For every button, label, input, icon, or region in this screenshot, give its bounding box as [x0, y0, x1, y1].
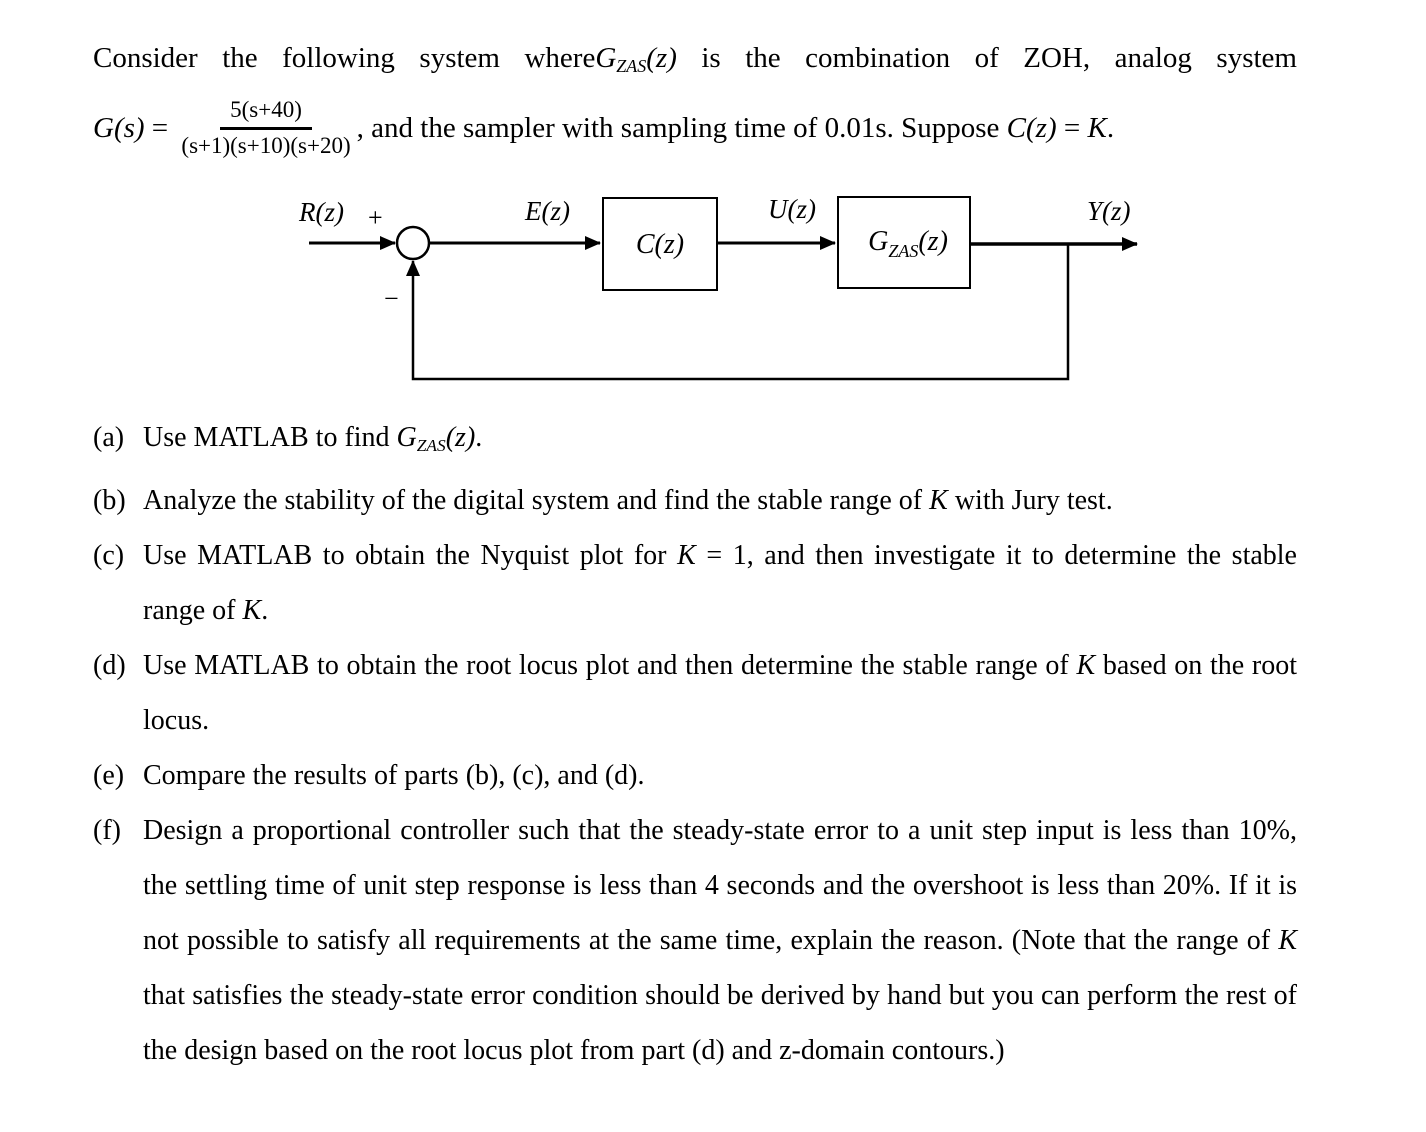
plant-label: $G_{ZAS}(z)$ [868, 226, 948, 261]
question-label: (c) [93, 539, 125, 571]
controller-label: C(z) [635, 229, 685, 260]
error-signal-label: E(z) [525, 196, 570, 226]
transfer-function-equation [93, 92, 1353, 164]
question-list [93, 410, 1297, 1078]
question-item-d [93, 638, 1297, 748]
summing-junction [397, 227, 429, 259]
question-label: (b) [93, 484, 126, 516]
question-text: Compare the results of parts (b), (c), and (d). [143, 759, 645, 791]
block-diagram [290, 190, 1160, 395]
equation-continuation: , and the sampler with sampling time of 0.01s. Suppose C(z) = K. [356, 111, 1115, 144]
fraction-numerator: 5(s+40) [220, 96, 312, 129]
input-signal-label: R(z) [299, 197, 344, 227]
question-label: (e) [93, 759, 125, 791]
question-label: (a) [93, 422, 125, 453]
output-signal-label: Y(z) [1087, 196, 1131, 226]
question-item-a [93, 410, 1297, 473]
question-text: Use MATLAB to find GZAS(z). [143, 422, 483, 455]
question-text: Design a proportional controller such that the steady-state error to a unit step input is less than 10%, the settling time of unit step response is less than 4 seconds and the overshoot is less than 20%. If it is not possible to satisfy all requirements at the same time, explain the reason. (Note that the range of K that satisfies the steady-state error condition should be derived by hand but you can perform the rest of the design based on the root locus plot from part (d) and z-domain contours.) [143, 814, 1297, 1066]
plus-sign: + [368, 203, 383, 232]
minus-sign: − [384, 284, 399, 313]
equation-lhs: G(s) = [93, 111, 176, 144]
question-label: (d) [93, 649, 126, 681]
transfer-function-fraction [181, 96, 350, 159]
question-text: Use MATLAB to obtain the root locus plot and then determine the stable range of K based on the root locus. [143, 649, 1297, 736]
intro-text: Consider the following system whereGZAS(z) is the combination of ZOH, analog system [93, 42, 1297, 77]
question-item-b [93, 473, 1297, 528]
question-text: Analyze the stability of the digital system and find the stable range of K with Jury test. [143, 484, 1113, 516]
question-item-c [93, 528, 1297, 638]
question-item-f [93, 803, 1297, 1078]
fraction-denominator: (s+1)(s+10)(s+20) [181, 132, 351, 158]
control-signal-label: U(z) [768, 194, 816, 224]
question-item-e [93, 748, 1297, 803]
question-label: (f) [93, 814, 121, 846]
question-text: Use MATLAB to obtain the Nyquist plot for K = 1, and then investigate it to determine the stable range of K. [143, 539, 1297, 626]
